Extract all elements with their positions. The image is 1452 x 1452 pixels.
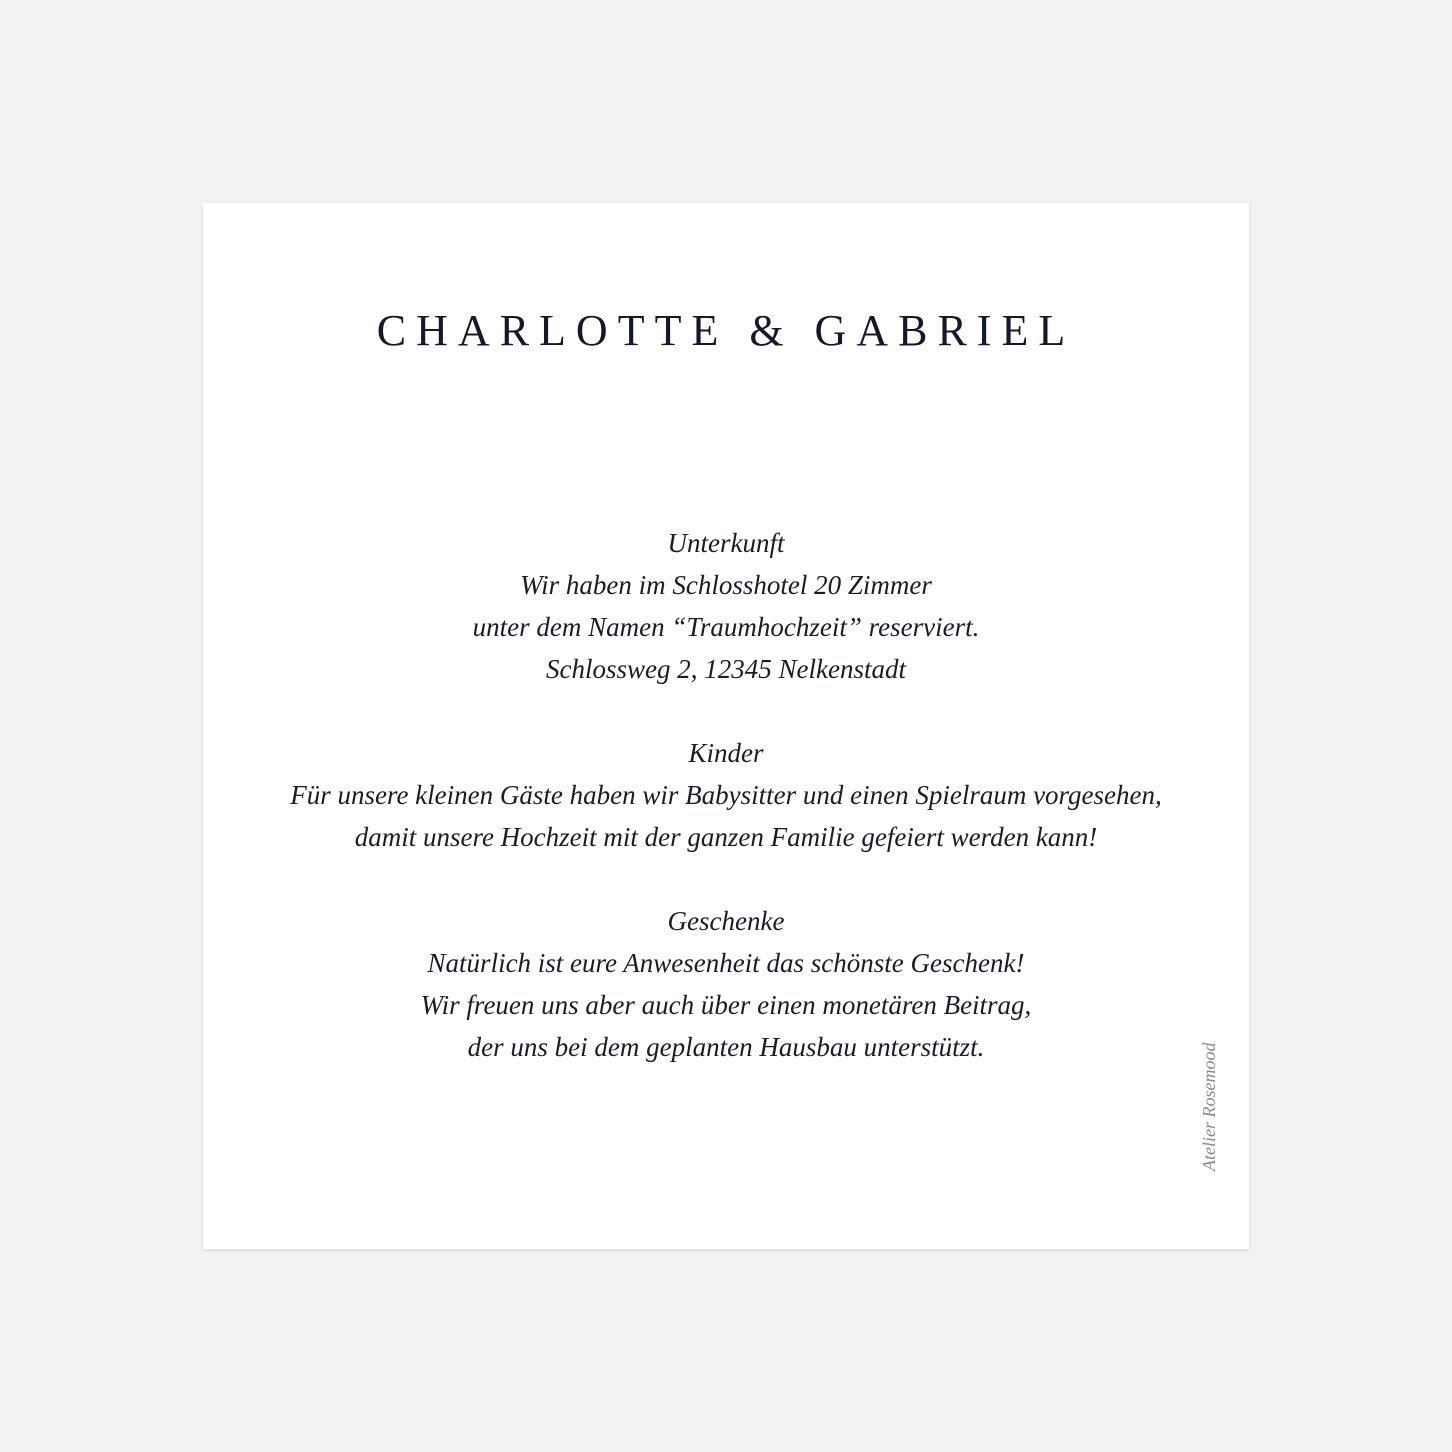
section-line: Schlossweg 2, 12345 Nelkenstadt	[546, 654, 906, 684]
section-heading: Unterkunft	[667, 528, 785, 558]
section-gifts	[203, 900, 1249, 1068]
section-line: unter dem Namen “Traumhochzeit” reserviert.	[472, 612, 980, 642]
couple-names-title: CHARLOTTE & GABRIEL	[376, 306, 1076, 355]
invitation-card	[203, 203, 1249, 1249]
section-children	[203, 732, 1249, 858]
section-heading: Kinder	[688, 738, 764, 768]
designer-credit: Atelier Rosemood	[1199, 1042, 1219, 1171]
section-line: Wir freuen uns aber auch über einen monetären Beitrag,	[420, 990, 1032, 1020]
section-line: Für unsere kleinen Gäste haben wir Babysitter und einen Spielraum vorgesehen,	[290, 780, 1162, 810]
section-accommodation	[203, 522, 1249, 690]
section-line: Natürlich ist eure Anwesenheit das schönste Geschenk!	[427, 948, 1025, 978]
section-line: damit unsere Hochzeit mit der ganzen Familie gefeiert werden kann!	[354, 822, 1098, 852]
section-heading: Geschenke	[667, 906, 785, 936]
section-line: der uns bei dem geplanten Hausbau unterstützt.	[467, 1032, 985, 1062]
section-line: Wir haben im Schlosshotel 20 Zimmer	[520, 570, 932, 600]
card-content	[203, 522, 1249, 1068]
